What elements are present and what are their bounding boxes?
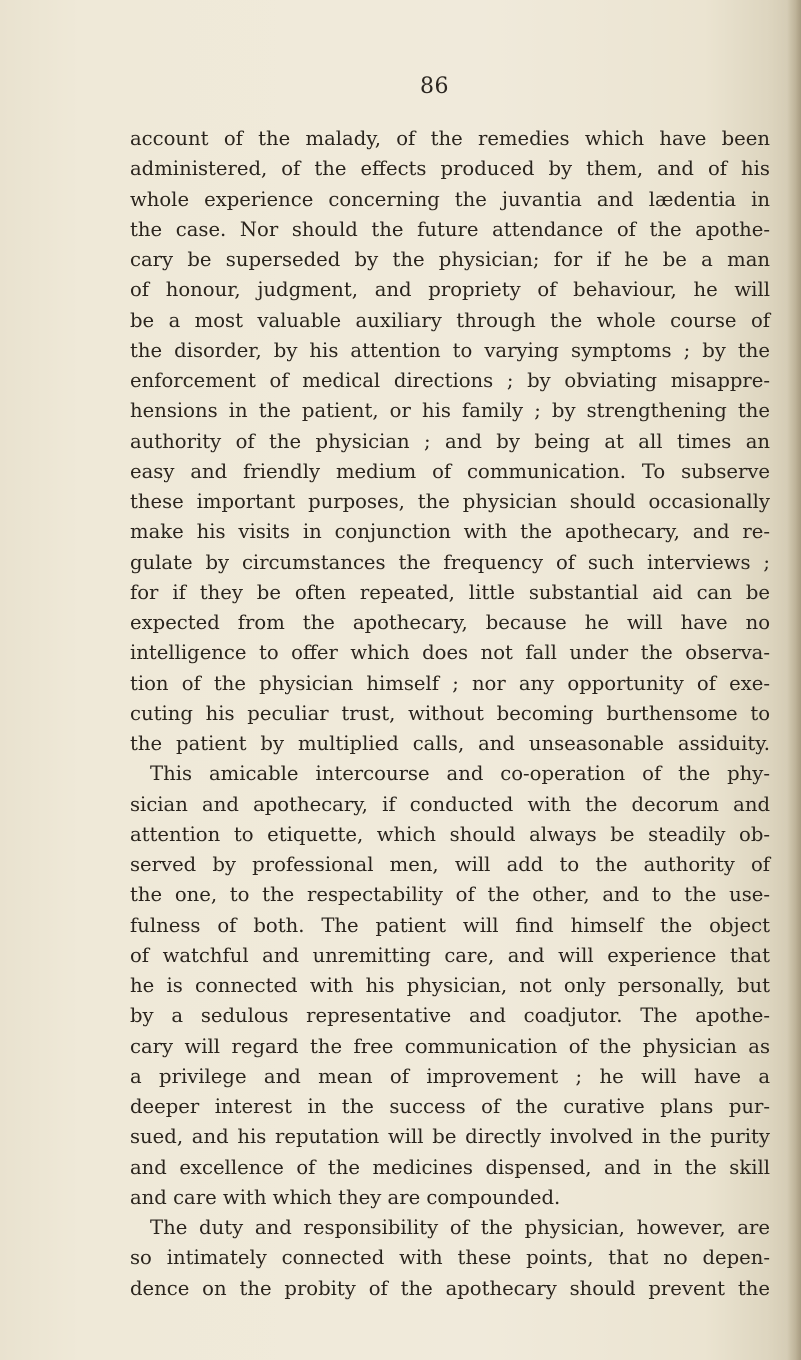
text-line: so intimately connected with these points, that no depen-	[130, 1246, 770, 1270]
text-line: tion of the physician himself ; nor any opportunity of exe-	[130, 671, 770, 695]
text-line: the one, to the respectability of the other, and to the use-	[130, 883, 770, 907]
text-line: enforcement of medical directions ; by obviating misappre-	[130, 369, 770, 392]
text-line: intelligence to offer which does not fall under the observa-	[130, 641, 770, 665]
text-line: the case. Nor should the future attendance of the apothe-	[130, 217, 770, 241]
text-line: authority of the physician ; and by being at all times an	[130, 429, 770, 453]
text-line: The duty and responsibility of the physician, however, are	[150, 1216, 770, 1239]
text-line: easy and friendly medium of communication. To subserve	[130, 459, 770, 483]
page-number: 86	[420, 74, 449, 99]
text-line: be a most valuable auxiliary through the whole course of	[130, 308, 770, 332]
text-line: dence on the probity of the apothecary should prevent the	[130, 1276, 770, 1300]
text-line: sued, and his reputation will be directly involved in the purity	[130, 1125, 770, 1149]
text-line: cuting his peculiar trust, without becoming burthensome to	[130, 701, 770, 725]
text-line: deeper interest in the success of the curative plans pur-	[130, 1095, 770, 1118]
text-line: attention to etiquette, which should always be steadily ob-	[130, 822, 770, 846]
text-line: expected from the apothecary, because he will have no	[130, 611, 770, 634]
text-line: and care with which they are compounded.	[130, 1185, 561, 1209]
text-line: the disorder, by his attention to varying symptoms ; by the	[130, 338, 770, 362]
text-line: a privilege and mean of improvement ; he will have a	[130, 1064, 770, 1088]
text-line: for if they be often repeated, little substantial aid can be	[130, 580, 770, 604]
text-line: he is connected with his physician, not only personally, but	[130, 974, 770, 997]
text-line: fulness of both. The patient will find himself the object	[130, 913, 770, 937]
text-line: This amicable intercourse and co-operation of the phy-	[150, 762, 770, 786]
text-line: whole experience concerning the juvantia and lædentia in	[130, 187, 770, 211]
text-line: cary be superseded by the physician; for if he be a man	[130, 248, 770, 271]
text-line: served by professional men, will add to the authority of	[130, 853, 770, 876]
text-line: by a sedulous representative and coadjutor. The apothe-	[130, 1004, 770, 1028]
text-line: the patient by multiplied calls, and unseasonable assiduity.	[130, 732, 770, 755]
text-line: account of the malady, of the remedies which have been	[130, 127, 770, 150]
text-line: hensions in the patient, or his family ; by strengthening the	[130, 399, 770, 423]
text-line: these important purposes, the physician should occasionally	[130, 490, 770, 513]
body-text	[130, 124, 770, 1304]
text-line: sician and apothecary, if conducted with the decorum and	[130, 792, 770, 816]
text-line: of watchful and unremitting care, and will experience that	[130, 943, 770, 967]
text-line: gulate by circumstances the frequency of such interviews ;	[130, 550, 770, 574]
text-line: make his visits in conjunction with the apothecary, and re-	[130, 520, 770, 544]
text-line: cary will regard the free communication of the physician as	[130, 1034, 770, 1058]
text-line: of honour, judgment, and propriety of behaviour, he will	[130, 278, 770, 302]
text-line: and excellence of the medicines dispensed, and in the skill	[130, 1155, 770, 1179]
page-edge-shadow	[787, 0, 801, 1360]
text-line: administered, of the effects produced by them, and of his	[130, 157, 770, 181]
